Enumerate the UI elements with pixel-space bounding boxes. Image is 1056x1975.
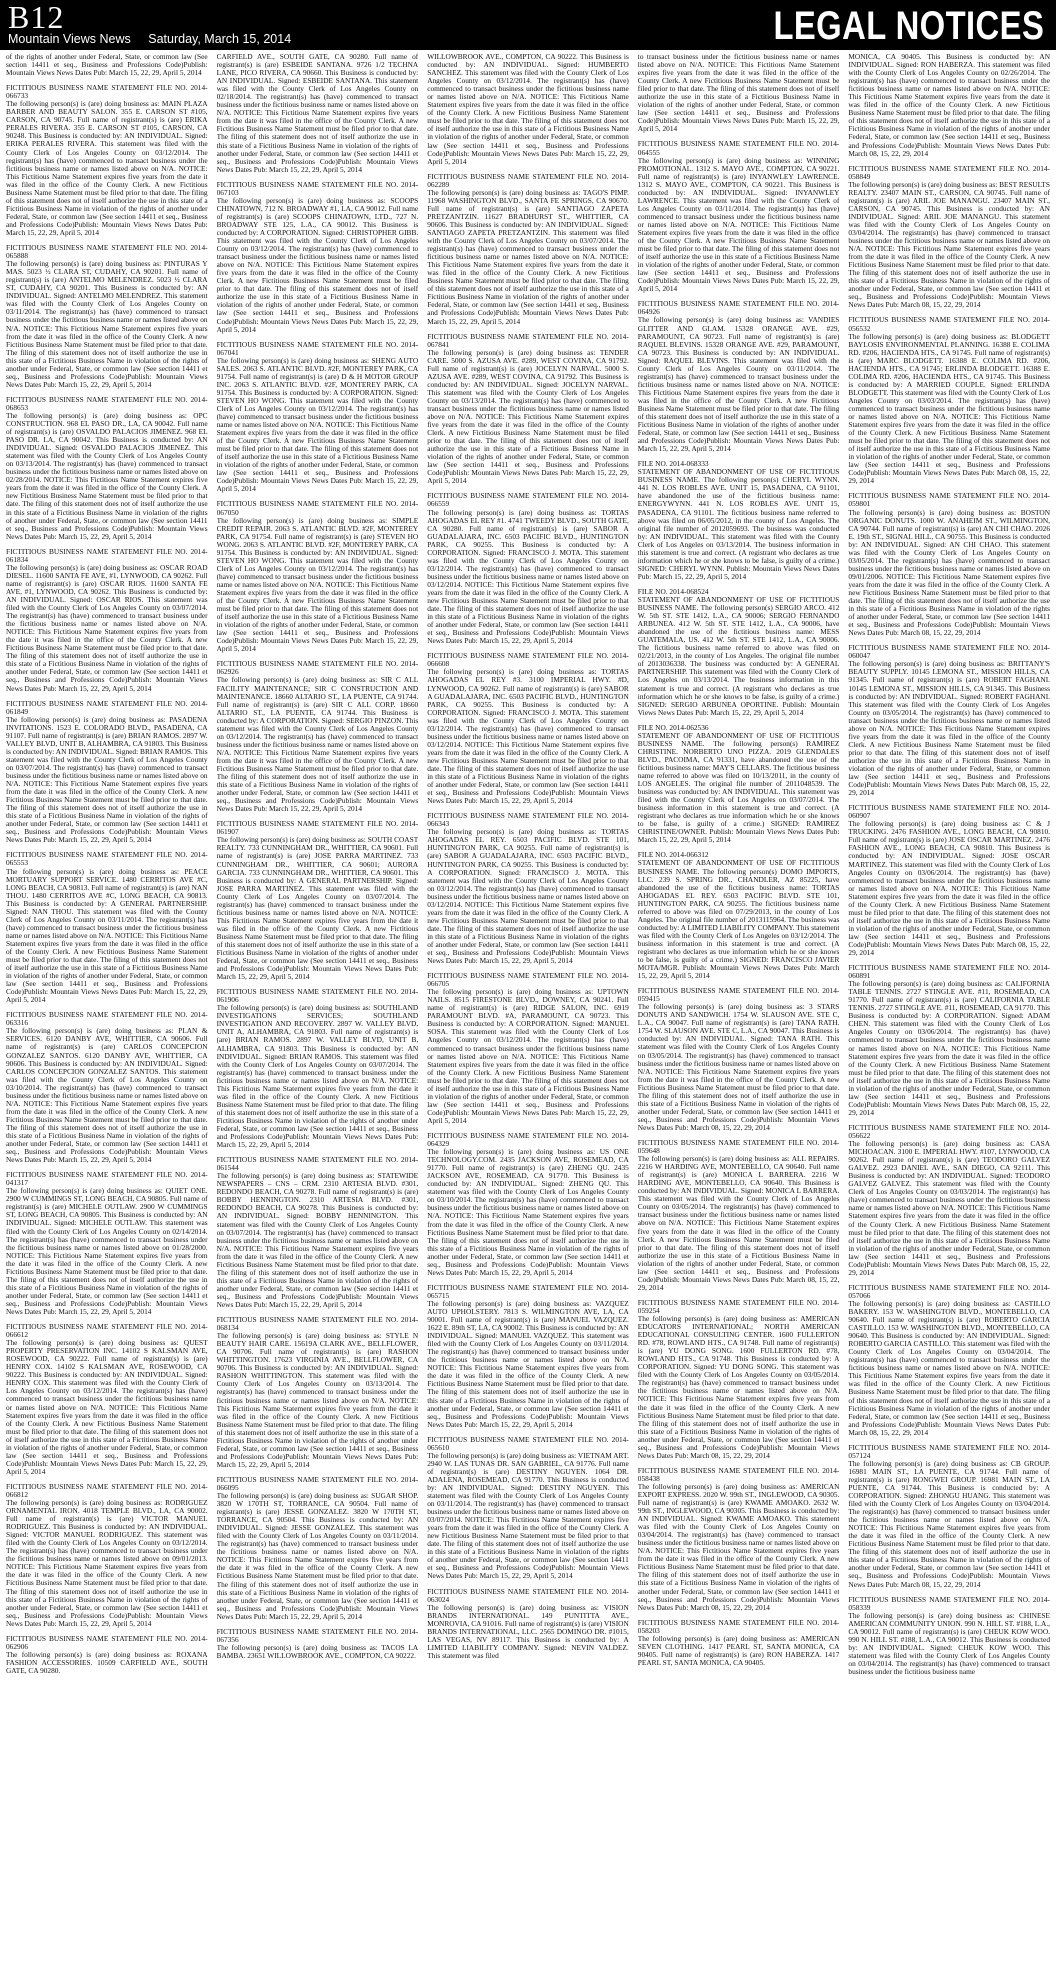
legal-notice: [427, 333, 629, 486]
notice-title: FICTITIOUS BUSINESS NAME STATEMENT FILE NO. 2014-066812: [6, 1481, 208, 1499]
notice-title: FICTITIOUS BUSINESS NAME STATEMENT FILE NO. 2014-061834: [6, 546, 208, 564]
legal-notice: [638, 140, 840, 293]
notice-title: FICTITIOUS BUSINESS NAME STATEMENT FILE NO. 2014-065888: [6, 243, 208, 261]
notice-title: FICTITIOUS BUSINESS NAME STATEMENT FILE NO. 2014-064329: [427, 1131, 629, 1149]
legal-notice: [638, 724, 840, 845]
notice-body: The following person(s) is (are) doing business as: VIETNAM ART. 2940 W. LAS TUNAS DR. SAN GABRIEL, CA 91776. Full name of registrant(s) is (are) DESTINY NGUYEN. 1064 DR. ADALENA, ROSEMEAD, CA 91770. This Business is conducted by: AN INDIVIDUAL. Signed: DESTINY NGUYEN. This statement was filed with the County Clerk of Los Angeles County on 03/11/2014. The registrant(s) has (have) commenced to transact business under the fictitious business name or names listed above on 03/07/2014. NOTICE: This Fictitious Name Statement expires five years from the date it was filed in the office of the County Clerk. A new Fictitious Business Name Statement must be filed prior to that date. The filing of this statement does not of itself authorize the use in this state of a Fictitious Business Name in violation of the rights of another under Federal, State, or common law (See section 14411 et seq., Business and Professions Code)Publish: Mountain Views News Dates Pub: March 15, 22, 29, April 5, 2014: [427, 1450, 629, 1581]
notice-title: FILE NO. 2014-068524: [637, 586, 709, 596]
notice-title: FICTITIOUS BUSINESS NAME STATEMENT FILE NO. 2014-065553: [6, 850, 208, 868]
legal-notice: [217, 53, 419, 174]
notice-body: The following person(s) is (are) doing business as: WINNING PROMOTIONAL. 1312 S. MAYO AVE., COMPTON, CA 90221. Full name of registrant(s) is (are) INYANWLEY LAWRENCE. 1312 S. MAYO AVE., COMPTON, CA 90221. This Business is conducted by: AN INDIVIDUAL. Signed: INYANWLEY LAWRENCE. This statement was filed with the County Clerk of Los Angeles County on 03/11/2014. The registrant(s) has (have) commenced to transact business under the fictitious business name or names listed above on N/A. NOTICE: This Fictitious Name Statement expires five years from the date it was filed in the office of the County Clerk. A new Fictitious Business Name Statement must be filed prior to that date. The filing of this statement does not of itself authorize the use in this state of a Fictitious Business Name in violation of the rights of another under Federal, State, or common law (See section 14411 et seq., Business and Professions Code)Publish: Mountain Views News Dates Pub: March 15, 22, 29, April 5, 2014: [637, 155, 840, 294]
legal-notice: [848, 964, 1050, 1117]
notice-body: The following person(s) is (are) doing business as: QUEST PROPERTY PRESERVATION INC. 14102 S KALSMAN AVE, ROSEWOOD, CA 90222. Full name of registrant(s) is (are) HENRY COX. 14102 S KALSMAN AVE, ROSEWOOD, CA 90222. This Business is conducted by: AN INDIVIDUAL. Signed: HENRY COX. This statement was filed with the County Clerk of Los Angeles County on 03/12/2014. The registrant(s) has (have) commenced to transact business under the fictitious business name or names listed above on N/A. NOTICE: This Fictitious Name Statement expires five years from the date it was filed in the office of the County Clerk. A new Fictitious Business Name Statement must be filed prior to that date. The filing of this statement does not of itself authorize the use in this state of a Fictitious Business Name in violation of the rights of another under Federal, State, or common law (See section 14411 et seq., Business and Professions Code)Publish: Mountain Views News Dates Pub: March 15, 22, 29, April 5, 2014: [6, 1338, 208, 1476]
notice-column: [217, 53, 419, 1971]
legal-notice: [638, 460, 840, 581]
legal-notice: [638, 300, 840, 453]
notice-title: FICTITIOUS BUSINESS NAME STATEMENT FILE NO. 2014-062906: [6, 1633, 208, 1651]
notice-title: FICTITIOUS BUSINESS NAME STATEMENT FILE NO. 2014-068134: [216, 1315, 419, 1333]
notice-body: The following person(s) is (are) doing business as: SOUTH COAST REALTY. 733 CUNNINGHAM DR., WHITTIER, CA 90601. Full name of registrant(s) is (are) JOSE PARRA MARTINEZ. 733 CUNNINGHAM DR., WHITTIER, CA 90601; AURORA GARCIA. 733 CUNNINGHAM DR., WHITTIER, CA 90601. This Business is conducted by: A GENERAL PARTNERSHIP. Signed: JOSE PARRA MARTINEZ. This statement was filed with the County Clerk of Los Angeles County on 03/07/2014. The registrant(s) has (have) commenced to transact business under the fictitious business name or names listed above on N/A. NOTICE: This Fictitious Name Statement expires five years from the date it was filed in the office of the County Clerk. A new Fictitious Business Name Statement must be filed prior to that date. The filing of this statement does not of itself authorize the use in this state of a Fictitious Business Name in violation of the rights of another under Federal, State, or common law (See section 14411 et seq., Business and Professions Code)Publish: Mountain Views News Dates Pub: March 15, 22, 29, April 5, 2014: [216, 835, 419, 982]
notice-body: The following person(s) is (are) doing business as: CHINESE AMERICAN COMMUNITY UNION. 990 N. HILL ST. #188, L.A., CA 90012. Full name of registrant(s) is (are) CHEUK KOW WOO. 990 N. HILL ST. #188, L.A., CA 90012. This Business is conducted by: AN INDIVIDUAL. Signed: CHEUK KOW WOO. This statement was filed with the County Clerk of Los Angeles County on 03/04/2014. The registrant(s) has (have) commenced to transact business under the fictitious business name: [848, 1610, 1050, 1676]
notice-title: FICTITIOUS BUSINESS NAME STATEMENT FILE NO. 2014-066705: [427, 971, 629, 989]
notice-body: The following person(s) is (are) doing business as: PEACE MORTUARY SUPPORT SERVICE. 1480 CERRITOS AVE #C, LONG BEACH, CA 90813. Full name of registrant(s) is (are) NAN THOU. 1480 CERRITOS AVE #C, LONG BEACH, CA 90813. This Business is conducted by: A GENERAL PARTNERSHIP. Signed: NAN THOU. This statement was filed with the County Clerk of Los Angeles County on 03/11/2014. The registrant(s) has (have) commenced to transact business under the fictitious business name or names listed above on N/A. NOTICE: This Fictitious Name Statement expires five years from the date it was filed in the office of the County Clerk. A new Fictitious Business Name Statement must be filed prior to that date. The filing of this statement does not of itself authorize the use in this state of a Fictitious Business Name in violation of the rights of another under Federal, State, or common law (See section 14411 et seq., Business and Professions Code)Publish: Mountain Views News Dates Pub: March 15, 22, 29, April 5, 2014: [6, 866, 208, 1005]
notice-title: FILE NO. 2014-062536: [637, 722, 709, 732]
notice-title: FICTITIOUS BUSINESS NAME STATEMENT FILE NO. 2014-066095: [216, 1474, 419, 1492]
notice-body: The following person(s) is (are) doing business as: TORTAS AHOGADAS EL REY #3. 3100 IMPERIAL HWY. #D, LYNWOOD, CA 90262. Full name of registrant(s) is (are) SABOR A GUADALAJARA, INC. 6503 PACIFIC BLVD., HUNTINGTON PARK, CA 90255. This Business is conducted by: A CORPORATION. Signed: FRANCISCO J. MOTA. This statement was filed with the County Clerk of Los Angeles County on 03/12/2014. The registrant(s) has (have) commenced to transact business under the fictitious business name or names listed above on 03/12/2014. NOTICE: This Fictitious Name Statement expires five years from the date it was filed in the office of the County Clerk. A new Fictitious Business Name Statement must be filed prior to that date. The filing of this statement does not of itself authorize the use in this state of a Fictitious Business Name in violation of the rights of another under Federal, State, or common law (See section 14411 et seq., Business and Professions Code)Publish: Mountain Views News Dates Pub: March 15, 22, 29, April 5, 2014: [427, 667, 629, 806]
notice-body: The following person(s) is (are) doing business as: STATEWIDE NEWSPAPERS – CNS – CRM. 2310 ARTESIA BLVD. #301, REDONDO BEACH, CA 90278. Full name of registrant(s) is (are) BOBBY HENNINGTON. 2310 ARTESIA BLVD. #301, REDONDO BEACH, CA 90278. This Business is conducted by: AN INDIVIDUAL. Signed: BOBBY HENNINGTON. This statement was filed with the County Clerk of Los Angeles County on 03/07/2014. The registrant(s) has (have) commenced to transact business under the fictitious business name or names listed above on N/A. NOTICE: This Fictitious Name Statement expires five years from the date it was filed in the office of the County Clerk. A new Fictitious Business Name Statement must be filed prior to that date. The filing of this statement does not of itself authorize the use in this state of a Fictitious Business Name in violation of the rights of another under Federal, State, or common law (See section 14411 et seq., Business and Professions Code)Publish: Mountain Views News Dates Pub: March 15, 22, 29, April 5, 2014: [216, 1171, 419, 1309]
notice-body: The following person(s) is (are) doing business as: AMERICAN EDUCATORS INTERNATIONAL; NORTH AMERICAN EDUCATIONAL CONSULTING CENTER. 1600 FULLERTON RD. #78, ROWLAND HTS., CA 91748. Full name of registrant(s) is (are) YU DONG SONG. 1600 FULLERTON RD. #78, ROWLAND HTS., CA 91748. This Business is conducted by: A CORPORATION. Signed: YU DONG SONG. This statement was filed with the County Clerk of Los Angeles County on 03/05/2014. The registrant(s) has (have) commenced to transact business under the fictitious business name or names listed above on N/A. NOTICE: This Fictitious Name Statement expires five years from the date it was filed in the office of the County Clerk. A new Fictitious Business Name Statement must be filed prior to that date. The filing of this statement does not of itself authorize the use in this state of a Fictitious Business Name in violation of the rights of another under Federal, State, or common law (See section 14411 et seq., Business and Professions Code)Publish: Mountain Views News Dates Pub: March 08, 15, 22, 29, 2014: [637, 1313, 840, 1460]
legal-notice: [848, 53, 1050, 158]
notice-body: The following person(s) is (are) doing business as: TORTAS AHOGADAS EL REY #1. 4741 TWEEDY BLVD., SOUTH GATE, CA 90280. Full name of registrant(s) is (are) SABOR A GUADALAJARA, INC. 6503 PACIFIC BLVD., HUNTINGTON PARK, CA 90255. This Business is conducted by: A CORPORATION. Signed: FRANCISCO J. MOTA. This statement was filed with the County Clerk of Los Angeles County on 03/12/2014. The registrant(s) has (have) commenced to transact business under the fictitious business name or names listed above on 03/12/2014. NOTICE: This Fictitious Name Statement expires five years from the date it was filed in the office of the County Clerk. A new Fictitious Business Name Statement must be filed prior to that date. The filing of this statement does not of itself authorize the use in this state of a Fictitious Business Name in violation of the rights of another under Federal, State, or common law (See section 14411 et seq., Business and Professions Code)Publish: Mountain Views News Dates Pub: March 15, 22, 29, April 5, 2014: [427, 507, 629, 646]
notice-body: The following person(s) is (are) doing business as: CB GROUP. 16981 MAIN ST., LA PUENTE, CA 91744. Full name of registrant(s) is (are) RONGWEI GROUP. 16981 MAIN ST., LA PUENTE, CA 91744. This Business is conducted by: A CORPORATION. Signed: ZHONGU HUANG. This statement was filed with the County Clerk of Los Angeles County on 03/04/2014. The registrant(s) has (have) commenced to transact business under the fictitious business name or names listed above on N/A. NOTICE: This Fictitious Name Statement expires five years from the date it was filed in the office of the County Clerk. A new Fictitious Business Name Statement must be filed prior to that date. The filing of this statement does not of itself authorize the use in this state of a Fictitious Business Name in violation of the rights of another under Federal, State, or common law (See section 14411 et seq., Business and Professions Code)Publish: Mountain Views News Dates Pub: March 08, 15, 22, 29, 2014: [848, 1458, 1050, 1589]
legal-notice: [848, 1596, 1050, 1676]
notice-column: [6, 53, 208, 1971]
notice-title: FICTITIOUS BUSINESS NAME STATEMENT FILE NO. 2014-061849: [6, 698, 208, 716]
notice-body: STATEMENT OF ABANDONMENT OF USE OF FICTITIOUS BUSINESS NAME. The following person(s) RAMIREZ CHRISTINE. NORBERTO UNO PIZZA. 2019 GLENDALES BLVD., PACOIMA, CA 91331, have abandoned the use of the fictitious business name: MAY'S CELLARS. The fictitious business name referred to above was filed on 10/13/2011, in the county of LOS ANGELES. The original file number of 2011048539. The business was conducted by: AN INDIVIDUAL. This statement was filed with the County Clerk of Los Angeles on 03/07/2014. The business information in this statement is true and correct. (A registrant who declares as true information which he or she knows to be false, is guilty of a crime.) SIGNED: RAMIREZ CHRISTINE/OWNER. Publish: Mountain Views News Dates Pub: March 15, 22, 29, April 5, 2014: [637, 730, 840, 845]
notice-title: FICTITIOUS BUSINESS NAME STATEMENT FILE NO. 2014-057066: [848, 1282, 1050, 1300]
notice-body: The following person(s) is (are) doing business as: VAZQUEZ AUTO UPHOLSTERY. 7813 S. WILMINGTON AVE, LA, CA 90001. Full name of registrant(s) is (are) MANUEL VAZQUEZ. 1622 E. 89th ST, LA, CA 90002. This Business is conducted by: AN INDIVIDUAL. Signed: MANUEL VAZQUEZ. This statement was filed with the County Clerk of Los Angeles County on 03/11/2014. The registrant(s) has (have) commenced to transact business under the fictitious business name or names listed above on N/A. NOTICE: This Fictitious Name Statement expires five years from the date it was filed in the office of the County Clerk. A new Fictitious Business Name Statement must be filed prior to that date. The filing of this statement does not of itself authorize the use in this state of a Fictitious Business Name in violation of the rights of another under Federal, State, or common law (See section 14411 et seq., Business and Professions Code)Publish: Mountain Views News Dates Pub: March 15, 22, 29, April 5, 2014: [427, 1298, 629, 1429]
legal-notice: [848, 492, 1050, 637]
notice-body: The following person(s) is (are) doing business as: VISION BRANDS INTERNATIONAL. 149 PUNTITTA AVE., MONROVIA, CA 91016. Full name of registrant(s) is (are) VISION BRANDS INTERNATIONAL, LLC. 2565 DOMINGO DR. #1015, LAS VEGAS, NV 89117. This Business is conducted by: A LIMITED LIABILITY COMPANY. Signed: NEVIN VALDEZ. This statement was filed: [427, 1602, 629, 1660]
notice-title: FICTITIOUS BUSINESS NAME STATEMENT FILE NO. 2014-062289: [427, 171, 629, 189]
notice-title: FICTITIOUS BUSINESS NAME STATEMENT FILE NO. 2014-064926: [637, 299, 840, 317]
section-title: LEGAL NOTICES: [773, 4, 1044, 48]
legal-notice: [638, 1139, 840, 1292]
legal-notice: [638, 1619, 840, 1667]
notice-title: FICTITIOUS BUSINESS NAME STATEMENT FILE NO. 2014-067050: [216, 499, 419, 517]
notice-column: [427, 53, 629, 1971]
notice-title: FICTITIOUS BUSINESS NAME STATEMENT FILE NO. 2014-058438: [637, 1465, 840, 1483]
notice-body: The following person(s) is (are) doing business as: CASTILLO BAKERY. 153 W. WASHINGTON BLVD., MONTEBELLO, CA 90640. Full name of registrant(s) is (are) ROBERTO GARCIA CASTILLO. 153 W. WASHINGTON BLVD., MONTEBELLO, CA 90640. This Business is conducted by: AN INDIVIDUAL. Signed: ROBERTO GARCIA CASTILLO. This statement was filed with the County Clerk of Los Angeles County on 03/04/2014. The registrant(s) has (have) commenced to transact business under the fictitious business name or names listed above on N/A. NOTICE: This Fictitious Name Statement expires five years from the date it was filed in the office of the County Clerk. A new Fictitious Business Name Statement must be filed prior to that date. The filing of this statement does not of itself authorize the use in this state of a Fictitious Business Name in violation of the rights of another under Federal, State, or common law (See section 14411 et seq., Business and Professions Code)Publish: Mountain Views News Dates Pub: March 08, 15, 22, 29, 2014: [848, 1298, 1050, 1437]
paper-dateline: [8, 32, 305, 46]
notice-title: FICTITIOUS BUSINESS NAME STATEMENT FILE NO. 2014-059801: [848, 491, 1050, 509]
notice-title: FICTITIOUS BUSINESS NAME STATEMENT FILE NO. 2014-063024: [427, 1586, 629, 1604]
notice-title: FICTITIOUS BUSINESS NAME STATEMENT FILE NO. 2014-056622: [848, 1122, 1050, 1140]
notice-title: FICTITIOUS BUSINESS NAME STATEMENT FILE NO. 2014-058339: [848, 1594, 1050, 1612]
page-number: B12: [8, 0, 65, 35]
notice-title: FICTITIOUS BUSINESS NAME STATEMENT FILE NO. 2014-067041: [216, 339, 419, 357]
legal-notice: [427, 53, 629, 166]
legal-notice: [638, 1299, 840, 1460]
notice-body: The following person(s) is (are) doing business as: BRITTANY'S BEAUTY SUPPLY. 10145 LEMONA ST., MISSION HILLS, CA 91345. Full name of registrant(s) is (are) ROBERT FAGHANI. 10145 LEMONA ST., MISSION HILLS, CA 91345. This Business is conducted by: AN INDIVIDUAL. Signed: ROBERT FAGHANI. This statement was filed with the County Clerk of Los Angeles County on 03/05/2014. The registrant(s) has (have) commenced to transact business under the fictitious business name or names listed above on N/A. NOTICE: This Fictitious Name Statement expires five years from the date it was filed in the office of the County Clerk. A new Fictitious Business Name Statement must be filed prior to that date. The filing of this statement does not of itself authorize the use in this state of a Fictitious Business Name in violation of the rights of another under Federal, State, or common law (See section 14411 et seq., Business and Professions Code)Publish: Mountain Views News Dates Pub: March 08, 15, 22, 29, 2014: [848, 659, 1050, 798]
notice-body: The following person(s) is (are) doing business as: OSCAR ROAD DIESEL. 11600 SANTA FE AVE, #1, LYNWOOD, CA 90262. Full name of registrant(s) is (are) OSCAR RIOS. 11600 SANTA FE AVE, #1, LYNWOOD, CA 90262. This Business is conducted by: AN INDIVIDUAL. Signed: OSCAR RIOS. This statement was filed with the County Clerk of Los Angeles County on 03/07/2014. The registrant(s) has (have) commenced to transact business under the fictitious business name or names listed above on N/A. NOTICE: This Fictitious Name Statement expires five years from the date it was filed in the office of the County Clerk. A new Fictitious Business Name Statement must be filed prior to that date. The filing of this statement does not of itself authorize the use in this state of a Fictitious Business Name in violation of the rights of another under Federal, State, or common law (See section 14411 et seq., Business and Professions Code)Publish: Mountain Views News Dates Pub: March 15, 22, 29, April 5, 2014: [6, 562, 208, 693]
legal-notice: [848, 316, 1050, 485]
legal-notice: [6, 851, 208, 1004]
notice-body: The following person(s) is (are) doing business as: SUGAR SHOP. 3820 W 170TH ST, TORRANCE, CA 90504. Full name of registrant(s) is (are) JESSE GONZALEZ. 3820 W 170TH ST, TORRANCE, CA 90504. This Business is conducted by: AN INDIVIDUAL. Signed: JESSE GONZALEZ. This statement was filed with the County Clerk of Los Angeles County on 03/11/2014. The registrant(s) has (have) commenced to transact business under the fictitious business name or names listed above on N/A. NOTICE: This Fictitious Name Statement expires five years from the date it was filed in the office of the County Clerk. A new Fictitious Business Name Statement must be filed prior to that date. The filing of this statement does not of itself authorize the use in this state of a Fictitious Business Name in violation of the rights of another under Federal, State, or common law (See section 14411 et seq., Business and Professions Code)Publish: Mountain Views News Dates Pub: March 15, 22, 29, April 5, 2014: [216, 1491, 419, 1621]
notice-body: The following person(s) is (are) doing business as: TORTAS AHOGADAS EL REY. 6503 PACIFIC BLVD. STE 101, HUNTINGTON PARK, CA 90255. Full name of registrant(s) is (are) SABOR A GUADALAJARA, INC. 6503 PACIFIC BLVD., HUNTINGTON PARK, CA 90255. This Business is conducted by: A CORPORATION. Signed: FRANCISCO J. MOTA. This statement was filed with the County Clerk of Los Angeles County on 03/12/2014. The registrant(s) has (have) commenced to transact business under the fictitious business name or names listed above on 03/12/2014. NOTICE: This Fictitious Name Statement expires five years from the date it was filed in the office of the County Clerk. A new Fictitious Business Name Statement must be filed prior to that date. The filing of this statement does not of itself authorize the use in this state of a Fictitious Business Name in violation of the rights of another under Federal, State, or common law (See section 14411 et seq., Business and Professions Code)Publish: Mountain Views News Dates Pub: March 15, 22, 29, April 5, 2014: [427, 827, 629, 966]
legal-notice: [638, 851, 840, 980]
legal-notice: [6, 244, 208, 389]
notice-title: FICTITIOUS BUSINESS NAME STATEMENT FILE NO. 2014-060047: [848, 643, 1050, 661]
legal-notice: [6, 1011, 208, 1164]
notice-body: The following person(s) is (are) doing business as: PLAN & SERVICES. 6120 DANBY AVE, WHITTIER, CA 90606. Full name of registrant(s) is (are) CARLOS CONCEPCION GONZALEZ SANTOS. 6120 DANBY AVE, WHITTIER, CA 90606. This Business is conducted by: AN INDIVIDUAL. Signed: CARLOS CONCEPCION GONZALEZ SANTOS. This statement was filed with the County Clerk of Los Angeles County on 03/10/2014. The registrant(s) has (have) commenced to transact business under the fictitious business name or names listed above on N/A. NOTICE: This Fictitious Name Statement expires five years from the date it was filed in the office of the County Clerk. A new Fictitious Business Name Statement must be filed prior to that date. The filing of this statement does not of itself authorize the use in this state of a Fictitious Business Name in violation of the rights of another under Federal, State, or common law (See section 14411 et seq., Business and Professions Code)Publish: Mountain Views News Dates Pub: March 15, 22, 29, April 5, 2014: [6, 1026, 208, 1165]
legal-notice: [638, 588, 840, 717]
notice-title: FICTITIOUS BUSINESS NAME STATEMENT FILE NO. 2014-067841: [427, 331, 629, 349]
legal-notice: [848, 644, 1050, 797]
notice-title: FICTITIOUS BUSINESS NAME STATEMENT FILE NO. 2014-060891: [848, 963, 1050, 981]
legal-notice: [217, 660, 419, 813]
notice-body: The following person(s) is (are) doing business as: SHENG AUTO SALES. 2063 S. ATLANTIC BLVD. #2F, MONTEREY PARK, CA 91754. Full name of registrant(s) is (are) D & H MOTOR GROUP INC. 2063 S. ATLANTIC BLVD. #2F, MONTEREY PARK, CA 91754. This Business is conducted by: A CORPORATION. Signed: STEVEN HO WONG. This statement was filed with the County Clerk of Los Angeles County on 03/12/2014. The registrant(s) has (have) commenced to transact business under the fictitious business name or names listed above on N/A. NOTICE: This Fictitious Name Statement expires five years from the date it was filed in the office of the County Clerk. A new Fictitious Business Name Statement must be filed prior to that date. The filing of this statement does not of itself authorize the use in this state of a Fictitious Business Name in violation of the rights of another under Federal, State, or common law (See section 14411 et seq., Business and Professions Code)Publish: Mountain Views News Dates Pub: March 15, 22, 29, April 5, 2014: [216, 355, 419, 494]
legal-notice: [6, 53, 208, 77]
notice-title: FICTITIOUS BUSINESS NAME STATEMENT FILE NO. 2014-067356: [216, 1626, 419, 1644]
notice-title: FICTITIOUS BUSINESS NAME STATEMENT FILE NO. 2014-064555: [637, 139, 840, 157]
notice-title: FICTITIOUS BUSINESS NAME STATEMENT FILE NO. 2014-063316: [6, 1010, 208, 1028]
notice-body: The following person(s) is (are) doing business as: C & J TRUCKING. 2476 FASHION AVE., LONG BEACH, CA 90810. Full name of registrant(s) is (are) JOSE OSCAR MARTINEZ. 2476 FASHION AVE., LONG BEACH, CA 90810. This Business is conducted by: AN INDIVIDUAL. Signed: JOSE OSCAR MARTINEZ. This statement was filed with the County Clerk of Los Angeles County on 03/06/2014. The registrant(s) has (have) commenced to transact business under the fictitious business name or names listed above on N/A. NOTICE: This Fictitious Name Statement expires five years from the date it was filed in the office of the County Clerk. A new Fictitious Business Name Statement must be filed prior to that date. The filing of this statement does not of itself authorize the use in this state of a Fictitious Business Name in violation of the rights of another under Federal, State, or common law (See section 14411 et seq., Business and Professions Code)Publish: Mountain Views News Dates Pub: March 08, 15, 22, 29, 2014: [848, 819, 1050, 958]
legal-notice: [217, 1476, 419, 1621]
notice-title: FICTITIOUS BUSINESS NAME STATEMENT FILE NO. 2014-065610: [427, 1434, 629, 1452]
notice-body: The following person(s) is (are) doing business as: BLODGETT BAYLOSIS ENVIRONMENTAL PLANNING. 16388 E. COLIMA RD. #206, HACIENDA HTS., CA 91745. Full name of registrant(s) is (are) MARC BLODGETT. 16388 E. COLIMA RD. #206, HACIENDA HTS., CA 91745; ERLINDA BLODGETT. 16388 E. COLIMA RD. #206, HACIENDA HTS., CA 91745. This Business is conducted by: A MARRIED COUPLE. Signed: ERLINDA BLODGETT. This statement was filed with the County Clerk of Los Angeles County on 03/03/2014. The registrant(s) has (have) commenced to transact business under the fictitious business name or names listed above on N/A. NOTICE: This Fictitious Name Statement expires five years from the date it was filed in the office of the County Clerk. A new Fictitious Business Name Statement must be filed prior to that date. The filing of this statement does not of itself authorize the use in this state of a Fictitious Business Name in violation of the rights of another under Federal, State, or common law (See section 14411 et seq., Business and Professions Code)Publish: Mountain Views News Dates Pub: March 08, 15, 22, 29, 2014: [848, 331, 1050, 486]
notice-title: FICTITIOUS BUSINESS NAME STATEMENT FILE NO. 2014-057124: [848, 1442, 1050, 1460]
legal-notice: [217, 1628, 419, 1660]
legal-notices-columns: [0, 50, 1056, 1971]
notice-body: The following person(s) is (are) doing business as: US ONE TECHNOLOGY.COM. 2435 JACKSON AVE, ROSEMEAD, CA 91770. Full name of registrant(s) is (are) ZHENG QU. 2435 JACKSON AVE, ROSEMEAD, CA 91770. This Business is conducted by: AN INDIVIDUAL. Signed: ZHENG QU. This statement was filed with the County Clerk of Los Angeles County on 03/10/2014. The registrant(s) has (have) commenced to transact business under the fictitious business name or names listed above on N/A. NOTICE: This Fictitious Name Statement expires five years from the date it was filed in the office of the County Clerk. A new Fictitious Business Name Statement must be filed prior to that date. The filing of this statement does not of itself authorize the use in this state of a Fictitious Business Name in violation of the rights of another under Federal, State, or common law (See section 14411 et seq., Business and Professions Code)Publish: Mountain Views News Dates Pub: March 15, 22, 29, April 5, 2014: [427, 1147, 629, 1277]
notice-body: The following person(s) is (are) doing business as: ALL REPAIRS. 2216 W HARDING AVE, MONTEBELLO, CA 90640. Full name of registrant(s) is (are) MONICA L BARRERA. 2216 W HARDING AVE, MONTEBELLO, CA 90640. This Business is conducted by: AN INDIVIDUAL. Signed: MONICA L BARRERA. This statement was filed with the County Clerk of Los Angeles County on 03/05/2014. The registrant(s) has (have) commenced to transact business under the fictitious business name or names listed above on N/A. NOTICE: This Fictitious Name Statement expires five years from the date it was filed in the office of the County Clerk. A new Fictitious Business Name Statement must be filed prior to that date. The filing of this statement does not of itself authorize the use in this state of a Fictitious Business Name in violation of the rights of another under Federal, State, or common law (See section 14411 et seq., Business and Professions Code)Publish: Mountain Views News Dates Pub: March 08, 15, 22, 29, 2014: [637, 1154, 840, 1292]
legal-notice: [6, 1323, 208, 1476]
legal-notice: [217, 341, 419, 494]
legal-notice: [427, 1588, 629, 1660]
notice-body: CARFIELD AVE., SOUTH GATE, CA 90280. Full name of registrant(s) is (are) ESBEIDE SANTANA. 9726 1/2 TECHNA LANE, PICO RIVERA, CA 90660. This Business is conducted by: AN INDIVIDUAL. Signed: ESBEIDE SANTANA. This statement was filed with the County Clerk of Los Angeles County on 02/18/2014. The registrant(s) has (have) commenced to transact business under the fictitious business name or names listed above on N/A. NOTICE: This Fictitious Name Statement expires five years from the date it was filed in the office of the County Clerk. A new Fictitious Business Name Statement must be filed prior to that date. The filing of this statement does not of itself authorize the use in this state of a Fictitious Business Name in violation of the rights of another under Federal, State, or common law (See section 14411 et seq., Business and Professions Code)Publish: Mountain Views News Dates Pub: March 15, 22, 29, April 5, 2014: [216, 53, 419, 174]
legal-notice: [427, 173, 629, 326]
legal-notice: [217, 988, 419, 1149]
legal-notice: [848, 165, 1050, 310]
notice-title: FICTITIOUS BUSINESS NAME STATEMENT FILE NO. 2014-066608: [427, 651, 629, 669]
legal-notice: [6, 548, 208, 693]
paper-name: Mountain Views News: [8, 32, 131, 46]
notice-title: FICTITIOUS BUSINESS NAME STATEMENT FILE NO. 2014-056532: [848, 315, 1050, 333]
legal-notice: [427, 652, 629, 805]
notice-title: FICTITIOUS BUSINESS NAME STATEMENT FILE NO. 2014-066559: [427, 491, 629, 509]
notice-body: The following person(s) is (are) doing business as: MAIN PLAZA BARBER AND BEAUTY SALON. 355 E. CARSON ST #105, CARSON, CA 90745. Full name of registrant(s) is (are) ERIKA PERALES RIVERA. 355 E. CARSON ST #105, CARSON, CA 90248. This Business is conducted by: AN INDIVIDUAL. Signed: ERIKA PERALES RIVERA. This statement was filed with the County Clerk of Los Angeles County on 03/12/2014. The registrant(s) has (have) commenced to transact business under the fictitious business name or names listed above on N/A. NOTICE: This Fictitious Name Statement expires five years from the date it was filed in the office of the County Clerk. A new Fictitious Business Name Statement must be filed prior to that date. The filing of this statement does not of itself authorize the use in this state of a Fictitious Business Name in violation of the rights of another under Federal, State, or common law (See section 14411 et seq., Business and Professions Code)Publish: Mountain Views News Dates Pub: March 15, 22, 29, April 5, 2014: [6, 99, 208, 237]
notice-body: The following person(s) is (are) doing business as: PINTURAS Y MAS. 5023 ½ CLARA ST, CUDAHY, CA 90201. Full name of registrant(s) is (are) ANTELMO MELENDREZ. 5023 ½ CLARA ST, CUDAHY, CA 90201. This Business is conducted by: AN INDIVIDUAL. Signed: ANTELMO MELENDREZ. This statement was filed with the County Clerk of Los Angeles County on 03/11/2014. The registrant(s) has (have) commenced to transact business under the fictitious business name or names listed above on N/A. NOTICE: This Fictitious Name Statement expires five years from the date it was filed in the office of the County Clerk. A new Fictitious Business Name Statement must be filed prior to that date. The filing of this statement does not of itself authorize the use in this state of a Fictitious Business Name in violation of the rights of another under Federal, State, or common law (See section 14411 et seq., Business and Professions Code)Publish: Mountain Views News Dates Pub: March 15, 22, 29, April 5, 2014: [6, 259, 208, 389]
notice-body: The following person(s) is (are) doing business as: RODRIGUEZ ORNAMENTAL IRON. 4018 TEMPLE BLVD., LA, CA 90002. Full name of registrant(s) is (are) VICTOR MANUEL RODRIGUEZ. This Business is conducted by: AN INDIVIDUAL. Signed: VICTOR MANUEL RODRIGUEZ. This statement was filed with the County Clerk of Los Angeles County on 03/12/2014. The registrant(s) has (have) commenced to transact business under the fictitious business name or names listed above on 09/01/2013. NOTICE: This Fictitious Name Statement expires five years from the date it was filed in the office of the County Clerk. A new Fictitious Business Name Statement must be filed prior to that date. The filing of this statement does not of itself authorize the use in this state of a Fictitious Business Name in violation of the rights of another under Federal, State, or common law (See section 14411 et seq., Business and Professions Code)Publish: Mountain Views News Dates Pub: March 15, 22, 29, April 5, 2014: [6, 1498, 208, 1628]
notice-body: STATEMENT OF ABANDONMENT OF USE OF FICTITIOUS BUSINESS NAME. The following person(s) SERGIO ARCO. 412 W. 5th ST. STE 1412, L.A., CA 90006; SERGIO FERNANDO ARBUNEA. 412 W. 5th ST. STE 1412, L.A., CA 90006, have abandoned the use of the fictitious business name: MESS GUATEMALA, US. 412 W. 5th ST. STE 1412, L.A., CA 90006. The fictitious business name referred to above was filed on 02/21/2013, in the county of Los Angeles. The original file number of 2013036338. The business was conducted by: A GENERAL PARTNERSHIP. This statement was filed with the County Clerk of Los Angeles on 03/13/2014. The business information in this statement is true and correct. (A registrant who declares as true information which he or she knows to be false, is guilty of a crime.) SIGNED: SERGIO ARBUNEA OPORTINE. Publish: Mountain Views News Dates Pub: March 15, 22, 29, April 5, 2014: [637, 595, 840, 717]
notice-body: The following person(s) is (are) doing business as: BEST RESULTS REALTY. 23407 MAIN ST., CARSON, CA 90745. Full name of registrant(s) is (are) ARIL JOE MANANGU. 23407 MAIN ST., CARSON, CA 90745. This Business is conducted by: AN INDIVIDUAL. Signed: ARIL JOE MANANGU. This statement was filed with the County Clerk of Los Angeles County on 03/04/2014. The registrant(s) has (have) commenced to transact business under the fictitious business name or names listed above on N/A. NOTICE: This Fictitious Name Statement expires five years from the date it was filed in the office of the County Clerk. A new Fictitious Business Name Statement must be filed prior to that date. The filing of this statement does not of itself authorize the use in this state of a Fictitious Business Name in violation of the rights of another under Federal, State, or common law (See section 14411 et seq., Business and Professions Code)Publish: Mountain Views News Dates Pub: March 08, 15, 22, 29, 2014: [848, 179, 1050, 310]
notice-title: FICTITIOUS BUSINESS NAME STATEMENT FILE NO. 2014-062926: [216, 659, 419, 677]
notice-body: The following person(s) is (are) doing business as: PASADENA INVITATIONS. 1523 E. COLORADO BLVD., PASADENA, CA 91107. Full name of registrant(s) is (are) BRIAN RAMOS. 2897 W. VALLEY BLVD, UNIT B, ALHAMBRA, CA 91803. This Business is conducted by: AN INDIVIDUAL. Signed: BRIAN RAMOS. This statement was filed with the County Clerk of Los Angeles County on 03/07/2014. The registrant(s) has (have) commenced to transact business under the fictitious business name or names listed above on N/A. NOTICE: This Fictitious Name Statement expires five years from the date it was filed in the office of the County Clerk. A new Fictitious Business Name Statement must be filed prior to that date. The filing of this statement does not of itself authorize the use in this state of a Fictitious Business Name in violation of the rights of another under Federal, State, or common law (See section 14411 et seq., Business and Professions Code)Publish: Mountain Views News Dates Pub: March 15, 22, 29, April 5, 2014: [6, 714, 208, 845]
legal-notice: [427, 1284, 629, 1429]
notice-body: of the rights of another under Federal, State, or common law (See section 14411 et seq., Business and Professions Code)Publish: Mountain Views News Dates Pub: March 15, 22, 29, April 5, 2014: [6, 53, 208, 78]
notice-body: The following person(s) is (are) doing business as: SOUTHLAND INVESTIGATIONS SERVICES; SOUTHLAND INVESTIGATION AND RECOVERY. 2897 W. VALLEY BLVD, UNIT A, ALHAMBRA, CA 91803. Full name of registrant(s) is (are) BRIAN RAMOS. 2897 W. VALLEY BLVD, UNIT B, ALHAMBRA, CA 91803. This Business is conducted by: AN INDIVIDUAL. Signed: BRIAN RAMOS. This statement was filed with the County Clerk of Los Angeles County on 03/07/2014. The registrant(s) has (have) commenced to transact business under the fictitious business name or names listed above on N/A. NOTICE: This Fictitious Name Statement expires five years from the date it was filed in the office of the County Clerk. A new Fictitious Business Name Statement must be filed prior to that date. The filing of this statement does not of itself authorize the use in this state of a Fictitious Business Name in violation of the rights of another under Federal, State, or common law (See section 14411 et seq., Business and Professions Code)Publish: Mountain Views News Dates Pub: March 15, 22, 29, April 5, 2014: [216, 1003, 419, 1150]
notice-title: FICTITIOUS BUSINESS NAME STATEMENT FILE NO. 2014-061544: [216, 1155, 419, 1173]
issue-date: Saturday, March 15, 2014: [148, 32, 292, 46]
notice-body: The following person(s) is (are) doing business as: OPC CONSTRUCTION. 968 EL PASO DR., LA, CA 90042. Full name of registrant(s) is (are) OSVALDO PALACIOS JIMENEZ. 968 EL PASO DR. LA, CA 90042. This Business is conducted by: AN INDIVIDUAL. Signed: OSVALDO PALACIOS JIMENEZ. This statement was filed with the County Clerk of Los Angeles County on 03/13/2014. The registrant(s) has (have) commenced to transact business under the fictitious business name or names listed above on 02/28/2014. NOTICE: This Fictitious Name Statement expires five years from the date it was filed in the office of the County Clerk. A new Fictitious Business Name Statement must be filed prior to that date. The filing of this statement does not of itself authorize the use in this state of a Fictitious Business Name in violation of the rights of another under Federal, State, or common law (See section 14411 et seq., Business and Professions Code)Publish: Mountain Views News Dates Pub: March 15, 22, 29, April 5, 2014: [6, 410, 208, 541]
legal-notice: [217, 181, 419, 334]
legal-notice: [638, 1467, 840, 1612]
notice-body: The following person(s) is (are) doing business as: 3 STARS DONUTS AND SANDWICH. 1754 W. SLAUSON AVE. STE C, L.A., CA 90047. Full name of registrant(s) is (are) TANA RATH. 1754 W. SLAUSON AVE. STE C, L.A., CA 90047. This Business is conducted by: AN INDIVIDUAL. Signed: TANA RATH. This statement was filed with the County Clerk of Los Angeles County on 03/05/2014. The registrant(s) has (have) commenced to transact business under the fictitious business name or names listed above on N/A. NOTICE: This Fictitious Name Statement expires five years from the date it was filed in the office of the County Clerk. A new Fictitious Business Name Statement must be filed prior to that date. The filing of this statement does not of itself authorize the use in this state of a Fictitious Business Name in violation of the rights of another under Federal, State, or common law (See section 14411 et seq., Business and Professions Code)Publish: Mountain Views News Dates Pub: March 08, 15, 22, 29, 2014: [637, 1002, 840, 1132]
notice-title: FICTITIOUS BUSINESS NAME STATEMENT FILE NO. 2014-060907: [848, 803, 1050, 821]
legal-notice: [848, 804, 1050, 957]
legal-notice: [217, 500, 419, 653]
legal-notice: [848, 1124, 1050, 1277]
notice-title: FILE NO. 2014-068333: [637, 459, 709, 469]
notice-body: The following person(s) is (are) doing business as: SIMPLE CREDIT REPAIR. 2063 S. ATLANTIC BLVD. #2F, MONTEREY PARK, CA 91754. Full name of registrant(s) is (are) STEVEN HO WONG. 2063 S. ATLANTIC BLVD. #2F, MONTEREY PARK, CA 91754. This Business is conducted by: AN INDIVIDUAL. Signed: STEVEN HO WONG. This statement was filed with the County Clerk of Los Angeles County on 03/12/2014. The registrant(s) has (have) commenced to transact business under the fictitious business name or names listed above on N/A. NOTICE: This Fictitious Name Statement expires five years from the date it was filed in the office of the County Clerk. A new Fictitious Business Name Statement must be filed prior to that date. The filing of this statement does not of itself authorize the use in this state of a Fictitious Business Name in violation of the rights of another under Federal, State, or common law (See section 14411 et seq., Business and Professions Code)Publish: Mountain Views News Dates Pub: March 15, 22, 29, April 5, 2014: [216, 515, 419, 654]
notice-title: FICTITIOUS BUSINESS NAME STATEMENT FILE NO. 2014-059648: [637, 1138, 840, 1156]
notice-column: [638, 53, 840, 1971]
notice-body: The following person(s) is (are) doing business as: ROXANA FASHION ACCESSORIES. 10509 CARFIELD AVE., SOUTH GATE, CA 90280.: [6, 1649, 208, 1675]
notice-title: FICTITIOUS BUSINESS NAME STATEMENT FILE NO. 2014-066733: [6, 83, 208, 101]
legal-notice: [848, 1444, 1050, 1589]
notice-body: The following person(s) is (are) doing business as: TACOS LA BAMBA. 23651 WILLOWBROOK AVE., COMPTON, CA 90222.: [216, 1642, 419, 1660]
legal-notice: [848, 1284, 1050, 1437]
notice-title: FICTITIOUS BUSINESS NAME STATEMENT FILE NO. 2014-066612: [6, 1322, 208, 1340]
notice-body: The following person(s) is (are) doing business as: UPTOWN NAILS. 8515 FIRESTONE BLVD., DOWNEY, CA 90241. Full name of registrant(s) is (are) RIDGE SALON, INC. 6919 PARAMOUNT BLVD. #A, PARAMOUNT, CA 90723. This Business is conducted by: A CORPORATION. Signed: MANUEL SOSA. This statement was filed with the County Clerk of Los Angeles County on 03/12/2014. The registrant(s) has (have) commenced to transact business under the fictitious business name or names listed above on N/A. NOTICE: This Fictitious Name Statement expires five years from the date it was filed in the office of the County Clerk. A new Fictitious Business Name Statement must be filed prior to that date. The filing of this statement does not of itself authorize the use in this state of a Fictitious Business Name in violation of the rights of another under Federal, State, or common law (See section 14411 et seq., Business and Professions Code)Publish: Mountain Views News Dates Pub: March 15, 22, 29, April 5, 2014: [427, 987, 629, 1125]
notice-body: The following person(s) is (are) doing business as: QUIET ONE. 2900 W CUMMINGS ST, LONG BEACH, CA 90805. Full name of registrant(s) is (are) MICHELE OUTLAW. 2900 W CUMMINGS ST, LONG BEACH, CA 90805. This Business is conducted by: AN INDIVIDUAL. Signed: MICHELE OUTLAW. This statement was filed with the County Clerk of Los Angeles County on 02/14/2014. The registrant(s) has (have) commenced to transact business under the fictitious business name or names listed above on 01/28/2000. NOTICE: This Fictitious Name Statement expires five years from the date it was filed in the office of the County Clerk. A new Fictitious Business Name Statement must be filed prior to that date. The filing of this statement does not of itself authorize the use in this state of a Fictitious Business Name in violation of the rights of another under Federal, State, or common law (See section 14411 et seq., Business and Professions Code)Publish: Mountain Views News Dates Pub: March 15, 22, 29, April 5, 2014: [6, 1186, 208, 1316]
notice-title: FICTITIOUS BUSINESS NAME STATEMENT FILE NO. 2014-058203: [637, 1617, 840, 1635]
notice-title: FICTITIOUS BUSINESS NAME STATEMENT FILE NO. 2014-067103: [216, 179, 419, 197]
notice-title: FICTITIOUS BUSINESS NAME STATEMENT FILE NO. 2014-061906: [216, 987, 419, 1005]
notice-title: FICTITIOUS BUSINESS NAME STATEMENT FILE NO. 2014-066343: [427, 811, 629, 829]
legal-notice: [638, 987, 840, 1132]
legal-notice: [6, 700, 208, 845]
legal-notice: [6, 396, 208, 541]
notice-body: The following person(s) is (are) doing business as: AMERICAN EXPORT EXPRESS. 2020 W. 99th ST., INGLEWOOD, CA 90305. Full name of registrant(s) is (are) KWAME AMOAKO. 2632 W. 99th ST., INGLEWOOD, CA 90305. This Business is conducted by: AN INDIVIDUAL. Signed: KWAME AMOAKO. This statement was filed with the County Clerk of Los Angeles County on 03/04/2014. The registrant(s) has (have) commenced to transact business under the fictitious business name or names listed above on N/A. NOTICE: This Fictitious Name Statement expires five years from the date it was filed in the office of the County Clerk. A new Fictitious Business Name Statement must be filed prior to that date. The filing of this statement does not of itself authorize the use in this state of a Fictitious Business Name in violation of the rights of another under Federal, State, or common law (See section 14411 et seq., Business and Professions Code)Publish: Mountain Views News Dates Pub: March 08, 15, 22, 29, 2014: [637, 1481, 840, 1612]
notice-title: FICTITIOUS BUSINESS NAME STATEMENT FILE NO. 2014-059415: [637, 986, 840, 1004]
notice-body: to transact business under the fictitious business name or names listed above on N/A. NOTICE: This Fictitious Name Statement expires five years from the date it was filed in the office of the County Clerk. A new Fictitious Business Name Statement must be filed prior to that date. The filing of this statement does not of itself authorize the use in this state of a Fictitious Business Name in violation of the rights of another under Federal, State, or common law (See section 14411 et seq., Business and Professions Code)Publish: Mountain Views News Dates Pub: March 15, 22, 29, April 5, 2014: [637, 53, 840, 134]
notice-column: [848, 53, 1050, 1971]
notice-body: The following person(s) is (are) doing business as: CASA MICHOACAN. 3100 E. IMPERIAL HWY. #107, LYNWOOD, CA 90262. Full name of registrant(s) is (are) TEODORO GALVEZ GALVEZ. 2923 DANIEL AVE., SAN DIEGO, CA 92111. This Business is conducted by: AN INDIVIDUAL. Signed: TEODORO GALVEZ GALVEZ. This statement was filed with the County Clerk of Los Angeles County on 03/03/2014. The registrant(s) has (have) commenced to transact business under the fictitious business name or names listed above on N/A. NOTICE: This Fictitious Name Statement expires five years from the date it was filed in the office of the County Clerk. A new Fictitious Business Name Statement must be filed prior to that date. The filing of this statement does not of itself authorize the use in this state of a Fictitious Business Name in violation of the rights of another under Federal, State, or common law (See section 14411 et seq., Business and Professions Code)Publish: Mountain Views News Dates Pub: March 08, 15, 22, 29, 2014: [848, 1139, 1050, 1277]
notice-body: STATEMENT OF ABANDONMENT OF USE OF FICTITIOUS BUSINESS NAME. The following person(s) DOMO IMPORTS, LLC. 239 S. SPRING DR., CHANDLER, AZ 85225, have abandoned the use of the fictitious business name: TORTAS AHOGADAS EL REY. 6503 PACIFIC BLVD. STE 101, HUNTINGTON PARK, CA 90255. The fictitious business name referred to above was filed on 07/29/2013, in the county of Los Angeles. The original file number of 2013115964. The business was conducted by: A LIMITED LIABILITY COMPANY. This statement was filed with the County Clerk of Los Angeles on 03/12/2014. The business information in this statement is true and correct. (A registrant who declares as true information which he or she knows to be false, is guilty of a crime.) SIGNED: FRANCISCO JAVIER MOTA/MGR. Publish: Mountain Views News Dates Pub: March 15, 22, 29, April 5, 2014: [637, 858, 840, 981]
legal-notice: [217, 1316, 419, 1469]
legal-notice: [6, 1635, 208, 1675]
notice-title: FICTITIOUS BUSINESS NAME STATEMENT FILE NO. 2014-058849: [848, 163, 1050, 181]
notice-title: FILE NO. 2014-066312: [637, 850, 709, 860]
legal-notice: [427, 492, 629, 645]
notice-body: The following person(s) is (are) doing business as: TAGO'S PIMP. 11968 WASHINGTON BLVD., SANTA FE SPRINGS, CA 90670. Full name of registrant(s) is (are) SANTIAGO ZAPETA PRETZANTZIN. 11627 BRADHURST ST., WHITTIER, CA 90606. This Business is conducted by: AN INDIVIDUAL. Signed: SANTIAGO ZAPETA PRETZANTZIN. This statement was filed with the County Clerk of Los Angeles County on 03/07/2014. The registrant(s) has (have) commenced to transact business under the fictitious business name or names listed above on N/A. NOTICE: This Fictitious Name Statement expires five years from the date it was filed in the office of the County Clerk. A new Fictitious Business Name Statement must be filed prior to that date. The filing of this statement does not of itself authorize the use in this state of a Fictitious Business Name in violation of the rights of another under Federal, State, or common law (See section 14411 et seq., Business and Professions Code)Publish: Mountain Views News Dates Pub: March 15, 22, 29, April 5, 2014: [427, 187, 629, 326]
notice-title: FICTITIOUS BUSINESS NAME STATEMENT FILE NO. 2014-061907: [216, 819, 419, 837]
notice-body: The following person(s) is (are) doing business as: AMERICAN SEVEN CLOTHING. 1417 PEARL ST, SANTA MONICA, CA 90405. Full name of registrant(s) is (are) RON HABERZA. 1417 PEARL ST, SANTA MONICA, CA 90405.: [637, 1633, 840, 1667]
legal-notice: [427, 972, 629, 1125]
notice-body: The following person(s) is (are) doing business as: SIR C ALL FACILITY MAINTENANCE; SIR C CONSTRUCTION AND MAINTENANCE. 18660 ALTARIO ST., LA PUENTE, CA 91744. Full name of registrant(s) is (are) SIR C ALL CORP. 18660 ALTARIO ST., LA PUENTE, CA 91744. This Business is conducted by: A CORPORATION. Signed: SERGIO PINZON. This statement was filed with the County Clerk of Los Angeles County on 03/12/2014. The registrant(s) has (have) commenced to transact business under the fictitious business name or names listed above on N/A. NOTICE: This Fictitious Name Statement expires five years from the date it was filed in the office of the County Clerk. A new Fictitious Business Name Statement must be filed prior to that date. The filing of this statement does not of itself authorize the use in this state of a Fictitious Business Name in violation of the rights of another under Federal, State, or common law (See section 14411 et seq., Business and Professions Code)Publish: Mountain Views News Dates Pub: March 15, 22, 29, April 5, 2014: [216, 675, 419, 814]
notice-body: The following person(s) is (are) doing business as: CALIFORNIA TABLE TENNIS. 2727 STINGLE AVE. #11, ROSEMEAD, CA 91770. Full name of registrant(s) is (are) CALIFORNIA TABLE TENNIS. 2727 STINGLE AVE. #11, ROSEMEAD, CA 91770. This Business is conducted by: A CORPORATION. Signed: ADAM CHEN. This statement was filed with the County Clerk of Los Angeles County on 03/06/2014. The registrant(s) has (have) commenced to transact business under the fictitious business name or names listed above on N/A. NOTICE: This Fictitious Name Statement expires five years from the date it was filed in the office of the County Clerk. A new Fictitious Business Name Statement must be filed prior to that date. The filing of this statement does not of itself authorize the use in this state of a Fictitious Business Name in violation of the rights of another under Federal, State, or common law (See section 14411 et seq., Business and Professions Code)Publish: Mountain Views News Dates Pub: March 08, 15, 22, 29, 2014: [848, 979, 1050, 1117]
notice-title: FICTITIOUS BUSINESS NAME STATEMENT FILE NO. 2014-068653: [6, 394, 208, 412]
notice-body: The following person(s) is (are) doing business as: SCOOPS CHINATOWN, 712 N. BROADWAY #1, LA, CA 90012. Full name of registrant(s) is (are) SCOOPS CHINATOWN, LTD., 727 N. BROADWAY STE 125, L.A., CA 90012. This Business is conducted by: A CORPORATION. Signed: CHRISTOPHER GIBB. This statement was filed with the County Clerk of Los Angeles County on 03/12/2014. The registrant(s) has (have) commenced to transact business under the fictitious business name or names listed above on N/A. NOTICE: This Fictitious Name Statement expires five years from the date it was filed in the office of the County Clerk. A new Fictitious Business Name Statement must be filed prior to that date. The filing of this statement does not of itself authorize the use in this state of a Fictitious Business Name in violation of the rights of another under Federal, State, or common law (See section 14411 et seq., Business and Professions Code)Publish: Mountain Views News Dates Pub: March 15, 22, 29, April 5, 2014: [216, 195, 419, 334]
legal-notice: [427, 1132, 629, 1277]
notice-body: WILLOWBROOK AVE., COMPTON, CA 90222. This Business is conducted by: AN INDIVIDUAL. Signed: HUMBERTO SANCHEZ. This statement was filed with the County Clerk of Los Angeles County on 03/12/2014. The registrant(s) has (have) commenced to transact business under the fictitious business name or names listed above on N/A. NOTICE: This Fictitious Name Statement expires five years from the date it was filed in the office of the County Clerk. A new Fictitious Business Name Statement must be filed prior to that date. The filing of this statement does not of itself authorize the use in this state of a Fictitious Business Name in violation of the rights of another under Federal, State, or common law (See section 14411 et seq., Business and Professions Code)Publish: Mountain Views News Dates Pub: March 15, 22, 29, April 5, 2014: [427, 53, 629, 166]
legal-notice: [427, 812, 629, 965]
legal-notice: [638, 53, 840, 133]
legal-notice: [6, 1483, 208, 1628]
notice-body: The following person(s) is (are) doing business as: STYLE N BEAUTY HAIR CARE. 15619A CLARK AVE., BELLFLOWER, CA 90706. Full name of registrant(s) is (are) RASHON WHITTINGTON. 17623 VIRGINIA AVE., BELLFLOWER, CA 90706. This Business is conducted by: AN INDIVIDUAL. Signed: RASHON WHITTINGTON. This statement was filed with the County Clerk of Los Angeles County on 03/13/2014. The registrant(s) has (have) commenced to transact business under the fictitious business name or names listed above on N/A. NOTICE: This Fictitious Name Statement expires five years from the date it was filed in the office of the County Clerk. A new Fictitious Business Name Statement must be filed prior to that date. The filing of this statement does not of itself authorize the use in this state of a Fictitious Business Name in violation of the rights of another under Federal, State, or common law (See section 14411 et seq., Business and Professions Code)Publish: Mountain Views News Dates Pub: March 15, 22, 29, April 5, 2014: [216, 1331, 419, 1469]
legal-notice: [6, 84, 208, 237]
notice-body: MONICA, CA 90405. This Business is conducted by: AN INDIVIDUAL. Signed: RON HABERZA. This statement was filed with the County Clerk of Los Angeles County on 02/26/2014. The registrant(s) has (have) commenced to transact business under the fictitious business name or names listed above on N/A. NOTICE: This Fictitious Name Statement expires five years from the date it was filed in the office of the County Clerk. A new Fictitious Business Name Statement must be filed prior to that date. The filing of this statement does not of itself authorize the use in this state of a Fictitious Business Name in violation of the rights of another under Federal, State, or common law (See section 14411 et seq., Business and Professions Code)Publish: Mountain Views News Dates Pub: March 08, 15, 22, 29, 2014: [848, 53, 1050, 158]
notice-title: FICTITIOUS BUSINESS NAME STATEMENT FILE NO. 2014-059254: [637, 1297, 840, 1315]
legal-notice: [427, 1436, 629, 1581]
legal-notice: [6, 1171, 208, 1316]
notice-body: The following person(s) is (are) doing business as: TENDER CARE. 5000 S. AZUSA AVE. #289, WEST COVINA, CA 91792. Full name of registrant(s) is (are) JOCELYN NARVAL. 5000 S. AZUSA AVE. #289, WEST COVINA, CA 91792. This Business is conducted by: AN INDIVIDUAL. Signed: JOCELYN NARVAL. This statement was filed with the County Clerk of Los Angeles County on 03/13/2014. The registrant(s) has (have) commenced to transact business under the fictitious business name or names listed above on N/A. NOTICE: This Fictitious Name Statement expires five years from the date it was filed in the office of the County Clerk. A new Fictitious Business Name Statement must be filed prior to that date. The filing of this statement does not of itself authorize the use in this state of a Fictitious Business Name in violation of the rights of another under Federal, State, or common law (See section 14411 et seq., Business and Professions Code)Publish: Mountain Views News Dates Pub: March 15, 22, 29, April 5, 2014: [427, 347, 629, 486]
legal-notice: [217, 1156, 419, 1309]
masthead: [0, 0, 1056, 50]
legal-notice: [217, 820, 419, 981]
notice-title: FICTITIOUS BUSINESS NAME STATEMENT FILE NO. 2014-065715: [427, 1282, 629, 1300]
notice-body: The following person(s) is (are) doing business as: VANDIES GLITTER AND GLAM. 15328 ORANGE AVE. #29, PARAMOUNT, CA 90723. Full name of registrant(s) is (are) RAQUEL BLEVINS. 15328 ORANGE AVE. #29, PARAMOUNT, CA 90723. This Business is conducted by: AN INDIVIDUAL. Signed: RAQUEL BLEVINS. This statement was filed with the County Clerk of Los Angeles County on 03/11/2014. The registrant(s) has (have) commenced to transact business under the fictitious business name or names listed above on N/A. NOTICE: This Fictitious Name Statement expires five years from the date it was filed in the office of the County Clerk. A new Fictitious Business Name Statement must be filed prior to that date. The filing of this statement does not of itself authorize the use in this state of a Fictitious Business Name in violation of the rights of another under Federal, State, or common law (See section 14411 et seq., Business and Professions Code)Publish: Mountain Views News Dates Pub: March 15, 22, 29, April 5, 2014: [637, 315, 840, 454]
notice-title: FICTITIOUS BUSINESS NAME STATEMENT FILE NO. 2014-041317: [6, 1170, 208, 1188]
notice-body: The following person(s) is (are) doing business as: BOSTON ORGANIC DONUTS. 1000 W. ANAHEIM ST., WILMINGTON, CA 90744. Full name of registrant(s) is (are) AN CHI CHAO. 2026 E. 19th ST., SIGNAL HILL, CA 90755. This Business is conducted by: AN INDIVIDUAL. Signed: AN CHI CHAO. This statement was filed with the County Clerk of Los Angeles County on 03/05/2014. The registrant(s) has (have) commenced to transact business under the fictitious business name or names listed above on 09/01/2006. NOTICE: This Fictitious Name Statement expires five years from the date it was filed in the office of the County Clerk. A new Fictitious Business Name Statement must be filed prior to that date. The filing of this statement does not of itself authorize the use in this state of a Fictitious Business Name in violation of the rights of another under Federal, State, or common law (See section 14411 et seq., Business and Professions Code)Publish: Mountain Views News Dates Pub: March 08, 15, 22, 29, 2014: [848, 507, 1050, 638]
notice-body: STATEMENT OF ABANDONMENT OF USE OF FICTITIOUS BUSINESS NAME. The following person(s) CHERYL WYNN. 441 N. LOS ROBLES AVE. UNIT 15, PASADENA, CA 91101, have abandoned the use of the fictitious business name: ENERGYWYNN. 441 N. LOS ROBLES AVE. UNIT 15, PASADENA, CA 91101. The fictitious business name referred to above was filed on 06/05/2012, in the county of Los Angeles. The original file number of 2012059693. The business was conducted by: AN INDIVIDUAL. This statement was filed with the County Clerk of Los Angeles on 03/13/2014. The business information in this statement is true and correct. (A registrant who declares as true information which he or she knows to be false, is guilty of a crime.) SIGNED: CHERYL WYNN. Publish: Mountain Views News Dates Pub: March 15, 22, 29, April 5, 2014: [637, 467, 840, 581]
